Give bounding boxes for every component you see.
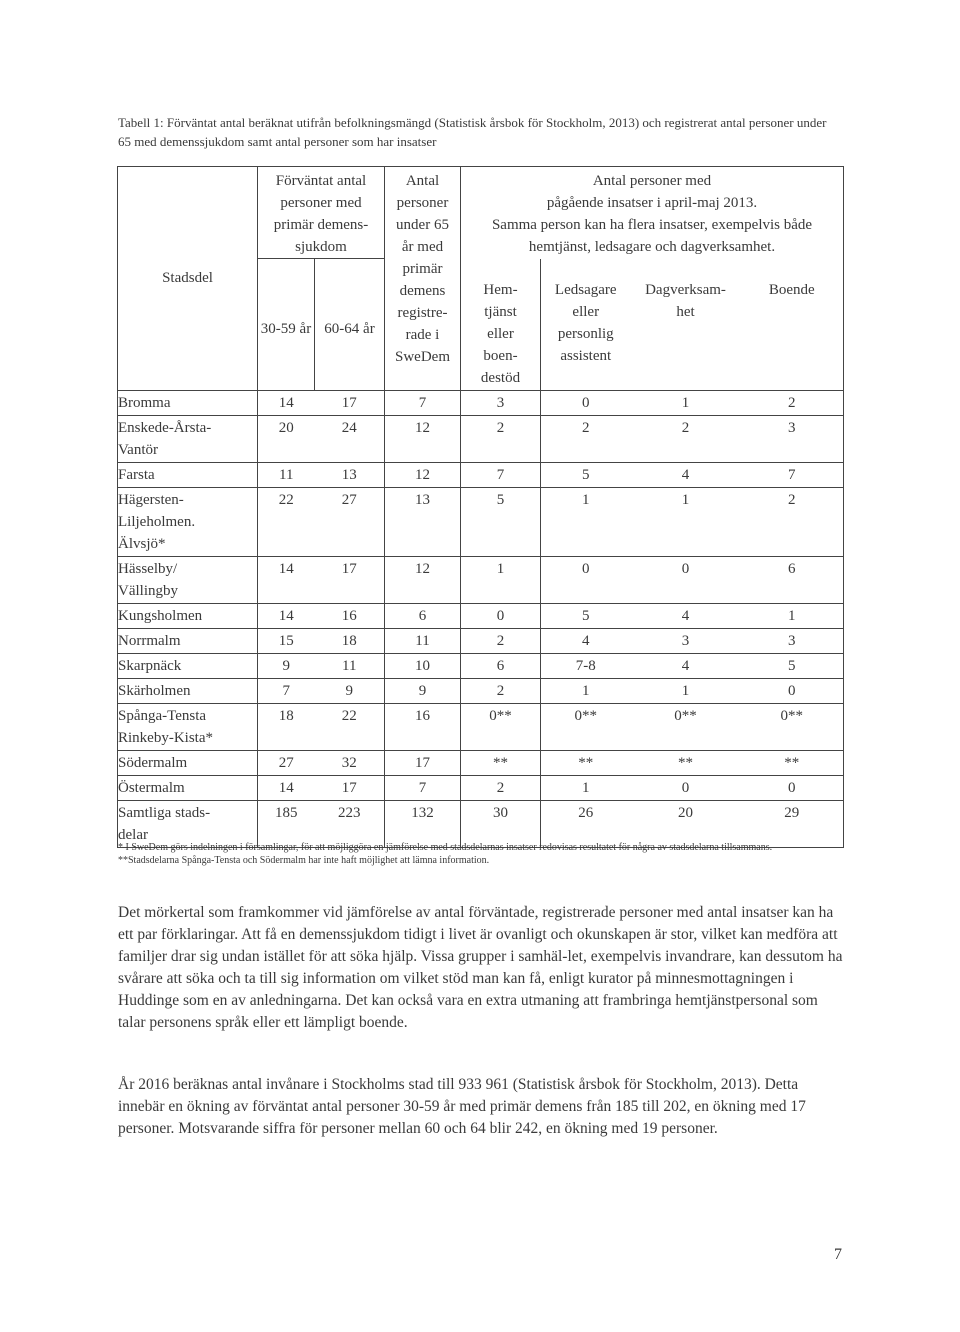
header-expected-line: sjukdom [295, 239, 347, 255]
cell-ledsagare: ** [541, 751, 631, 776]
cell-dagverksamhet: 1 [631, 488, 741, 557]
cell-boende: 5 [741, 654, 844, 679]
cell-hemtjanst: 30 [461, 801, 541, 848]
cell-boende: 3 [741, 629, 844, 654]
cell-ledsagare: 1 [541, 488, 631, 557]
cell-dagverksamhet: 20 [631, 801, 741, 848]
row-name-line: Rinkeby-Kista* [118, 730, 213, 746]
cell-swedem: 6 [385, 604, 461, 629]
table-row [118, 629, 844, 654]
cell-dagverksamhet: 4 [631, 463, 741, 488]
cell-boende: 1 [741, 604, 844, 629]
cell-swedem: 17 [385, 751, 461, 776]
row-name-line: Hägersten- [118, 492, 184, 508]
cell-hemtjanst: 0 [461, 604, 541, 629]
table-row [118, 751, 844, 776]
cell-swedem: 132 [385, 801, 461, 848]
cell-dagverksamhet: 1 [631, 679, 741, 704]
header-age-30-59: 30-59 år [258, 259, 315, 391]
row-name-cell [118, 654, 258, 679]
cell-dagverksamhet: 4 [631, 654, 741, 679]
cell-60-64: 9 [315, 679, 385, 704]
row-name-line: Spånga-Tensta [118, 708, 207, 724]
row-name-cell [118, 604, 258, 629]
cell-hemtjanst: 7 [461, 463, 541, 488]
cell-boende: 0 [741, 679, 844, 704]
cell-hemtjanst: 2 [461, 416, 541, 463]
header-expected [258, 167, 385, 259]
cell-dagverksamhet: 1 [631, 391, 741, 416]
header-dagverksamhet-line: Dagverksam- [645, 281, 726, 298]
cell-30-59: 22 [258, 488, 315, 557]
header-expected-line: primär demens- [273, 217, 369, 233]
cell-boende: 6 [741, 557, 844, 604]
cell-ledsagare: 0** [541, 704, 631, 751]
cell-30-59: 11 [258, 463, 315, 488]
header-swedem [385, 167, 461, 391]
row-name-line: Skarpnäck [118, 658, 182, 674]
header-stadsdel: Stadsdel [118, 167, 258, 391]
table-header-row [118, 167, 844, 259]
cell-30-59: 15 [258, 629, 315, 654]
body-paragraph: Det mörkertal som framkommer vid jämförelse av antal förväntade, registrerade personer med antal insatser kan ha ett par förklaringar. Att få en demenssjukdom tidigt i livet är ovanligt och okunskapen är stor, vilket kan medföra att familjer drar sig undan istället för att söka hjälp. Vissa grupper i samhäl-let, exempelvis invandrare, kan dessutom ha svårare att söka och ta till sig information om vilket stöd man kan få, enligt kurator på minnesmottagningen i Huddinge som en av anledningarna. Det kan också vara en extra utmaning att frambringa hemtjänstpersonal som talar personens språk eller ett lämpligt boende. [118, 904, 843, 1031]
cell-boende: 29 [741, 801, 844, 848]
cell-boende: 0 [741, 776, 844, 801]
cell-swedem: 12 [385, 557, 461, 604]
cell-60-64: 27 [315, 488, 385, 557]
body-paragraph: År 2016 beräknas antal invånare i Stockholms stad till 933 961 (Statistisk årsbok för Stockholm, 2013). Detta innebär en ökning av förväntat antal personer 30-59 år med primär demens från 185 till 202, en ökning med 17 personer. Motsvarande siffra för personer mellan 60 och 64 blir 242, en ökning med 19 personer. [118, 1076, 806, 1137]
header-hemtjanst-line: destöd [480, 369, 521, 386]
cell-ledsagare: 5 [541, 604, 631, 629]
cell-boende: 7 [741, 463, 844, 488]
header-swedem-line: år med [401, 239, 444, 255]
cell-ledsagare: 0 [541, 391, 631, 416]
cell-hemtjanst: 5 [461, 488, 541, 557]
cell-boende: 3 [741, 416, 844, 463]
cell-boende: ** [741, 751, 844, 776]
cell-60-64: 16 [315, 604, 385, 629]
row-name-line: Bromma [118, 395, 171, 411]
row-name-line: Vantör [118, 442, 158, 458]
cell-hemtjanst: 3 [461, 391, 541, 416]
table-row [118, 391, 844, 416]
row-name-cell [118, 416, 258, 463]
cell-dagverksamhet: 0 [631, 557, 741, 604]
row-name-cell [118, 679, 258, 704]
header-boende: Boende [741, 259, 844, 391]
cell-hemtjanst: 6 [461, 654, 541, 679]
row-name-line: Kungsholmen [118, 608, 203, 624]
header-swedem-line: rade i [405, 327, 440, 343]
cell-hemtjanst: 2 [461, 679, 541, 704]
cell-swedem: 12 [385, 463, 461, 488]
cell-60-64: 17 [315, 776, 385, 801]
header-insatser-line: pågående insatser i april-maj 2013. [546, 195, 758, 211]
cell-60-64: 13 [315, 463, 385, 488]
cell-30-59: 27 [258, 751, 315, 776]
header-ledsagare-line: assistent [560, 347, 612, 364]
header-insatser-line: Antal personer med [592, 173, 712, 189]
header-insatser [461, 167, 844, 259]
cell-60-64: 17 [315, 557, 385, 604]
header-hemtjanst-line: boen- [483, 347, 518, 364]
cell-ledsagare: 5 [541, 463, 631, 488]
header-swedem-line: under 65 [396, 217, 449, 233]
header-hemtjanst-line: tjänst [484, 303, 517, 320]
table-caption: Tabell 1: Förväntat antal beräknat utifrån befolkningsmängd (Statistisk årsbok för Stockholm, 2013) och registrerat antal personer under 65 med demenssjukdom samt antal personer som har insatser [118, 115, 827, 149]
cell-30-59: 14 [258, 391, 315, 416]
row-name-cell [118, 751, 258, 776]
cell-30-59: 20 [258, 416, 315, 463]
cell-swedem: 11 [385, 629, 461, 654]
cell-swedem: 12 [385, 416, 461, 463]
cell-dagverksamhet: 0 [631, 776, 741, 801]
cell-ledsagare: 1 [541, 679, 631, 704]
cell-60-64: 32 [315, 751, 385, 776]
header-swedem-line: registre- [397, 305, 448, 321]
cell-60-64: 17 [315, 391, 385, 416]
row-name-line: Farsta [118, 467, 155, 483]
cell-dagverksamhet: ** [631, 751, 741, 776]
cell-ledsagare: 7-8 [541, 654, 631, 679]
cell-boende: 2 [741, 488, 844, 557]
table-row [118, 416, 844, 463]
table-row [118, 604, 844, 629]
cell-swedem: 7 [385, 776, 461, 801]
header-swedem-line: primär [402, 261, 443, 277]
cell-60-64: 22 [315, 704, 385, 751]
cell-60-64: 11 [315, 654, 385, 679]
header-swedem-line: personer [396, 195, 449, 211]
header-expected-line: Förväntat antal [275, 173, 367, 189]
table-row [118, 488, 844, 557]
footnote-swedem: * I SweDem görs indelningen i församlingar, för att möjliggöra en jämförelse med stadsdelarnas insatser redovisas resultatet för några av stadsdelarna tillsammans. [118, 842, 773, 853]
row-name-cell [118, 704, 258, 751]
cell-ledsagare: 1 [541, 776, 631, 801]
cell-hemtjanst: 0** [461, 704, 541, 751]
row-name-cell [118, 557, 258, 604]
cell-hemtjanst: 1 [461, 557, 541, 604]
cell-30-59: 18 [258, 704, 315, 751]
table-row [118, 704, 844, 751]
table-footnotes [118, 841, 838, 867]
row-name-line: Älvsjö* [118, 536, 166, 552]
cell-30-59: 14 [258, 604, 315, 629]
row-name-line: Liljeholmen. [118, 514, 196, 530]
cell-30-59: 7 [258, 679, 315, 704]
row-name-cell [118, 776, 258, 801]
row-name-line: Södermalm [118, 755, 188, 771]
row-name-line: Hässelby/ [118, 561, 178, 577]
row-name-line: Östermalm [118, 780, 185, 796]
cell-boende: 0** [741, 704, 844, 751]
cell-hemtjanst: 2 [461, 776, 541, 801]
footnote-missing-data: **Stadsdelarna Spånga-Tensta och Södermalm har inte haft möjlighet att lämna information. [118, 855, 490, 866]
header-dagverksamhet-line: het [676, 303, 695, 320]
row-name-line: delar [118, 827, 148, 843]
row-name-line: Samtliga stads- [118, 805, 211, 821]
header-age-60-64: 60-64 år [315, 259, 385, 391]
cell-swedem: 16 [385, 704, 461, 751]
table-row [118, 463, 844, 488]
cell-30-59: 14 [258, 557, 315, 604]
cell-ledsagare: 0 [541, 557, 631, 604]
cell-swedem: 13 [385, 488, 461, 557]
page-number: 7 [834, 1246, 842, 1263]
header-ledsagare-line: personlig [557, 325, 614, 342]
header-dagverksamhet [631, 259, 741, 391]
header-hemtjanst [461, 259, 541, 391]
data-table [117, 166, 844, 848]
header-insatser-line: hemtjänst, ledsagare och dagverksamhet. [528, 239, 776, 255]
row-name-cell [118, 488, 258, 557]
row-name-cell [118, 629, 258, 654]
table-row [118, 654, 844, 679]
cell-dagverksamhet: 4 [631, 604, 741, 629]
row-name-cell [118, 391, 258, 416]
table-row [118, 557, 844, 604]
cell-swedem: 9 [385, 679, 461, 704]
header-swedem-line: Antal [405, 173, 440, 189]
row-name-cell [118, 463, 258, 488]
cell-dagverksamhet: 2 [631, 416, 741, 463]
cell-ledsagare: 4 [541, 629, 631, 654]
cell-dagverksamhet: 0** [631, 704, 741, 751]
cell-ledsagare: 26 [541, 801, 631, 848]
row-name-line: Skärholmen [118, 683, 191, 699]
header-ledsagare-line: Ledsagare [554, 281, 617, 298]
cell-hemtjanst: ** [461, 751, 541, 776]
header-expected-line: personer med [280, 195, 362, 211]
cell-60-64: 18 [315, 629, 385, 654]
table-row [118, 679, 844, 704]
header-swedem-line: demens [399, 283, 446, 299]
cell-dagverksamhet: 3 [631, 629, 741, 654]
cell-hemtjanst: 2 [461, 629, 541, 654]
header-ledsagare [541, 259, 631, 391]
cell-swedem: 7 [385, 391, 461, 416]
header-ledsagare-line: eller [572, 303, 600, 320]
row-name-line: Vällingby [118, 583, 178, 599]
cell-30-59: 14 [258, 776, 315, 801]
header-hemtjanst-line: Hem- [483, 281, 518, 298]
cell-swedem: 10 [385, 654, 461, 679]
cell-ledsagare: 2 [541, 416, 631, 463]
row-name-line: Norrmalm [118, 633, 181, 649]
header-hemtjanst-line: eller [487, 325, 514, 342]
row-name-line: Enskede-Årsta- [118, 420, 212, 436]
cell-60-64: 223 [315, 801, 385, 848]
cell-60-64: 24 [315, 416, 385, 463]
header-insatser-line: Samma person kan ha flera insatser, exempelvis både [491, 217, 813, 233]
cell-30-59: 185 [258, 801, 315, 848]
table-row [118, 776, 844, 801]
cell-30-59: 9 [258, 654, 315, 679]
header-swedem-line: SweDem [395, 349, 450, 365]
cell-boende: 2 [741, 391, 844, 416]
